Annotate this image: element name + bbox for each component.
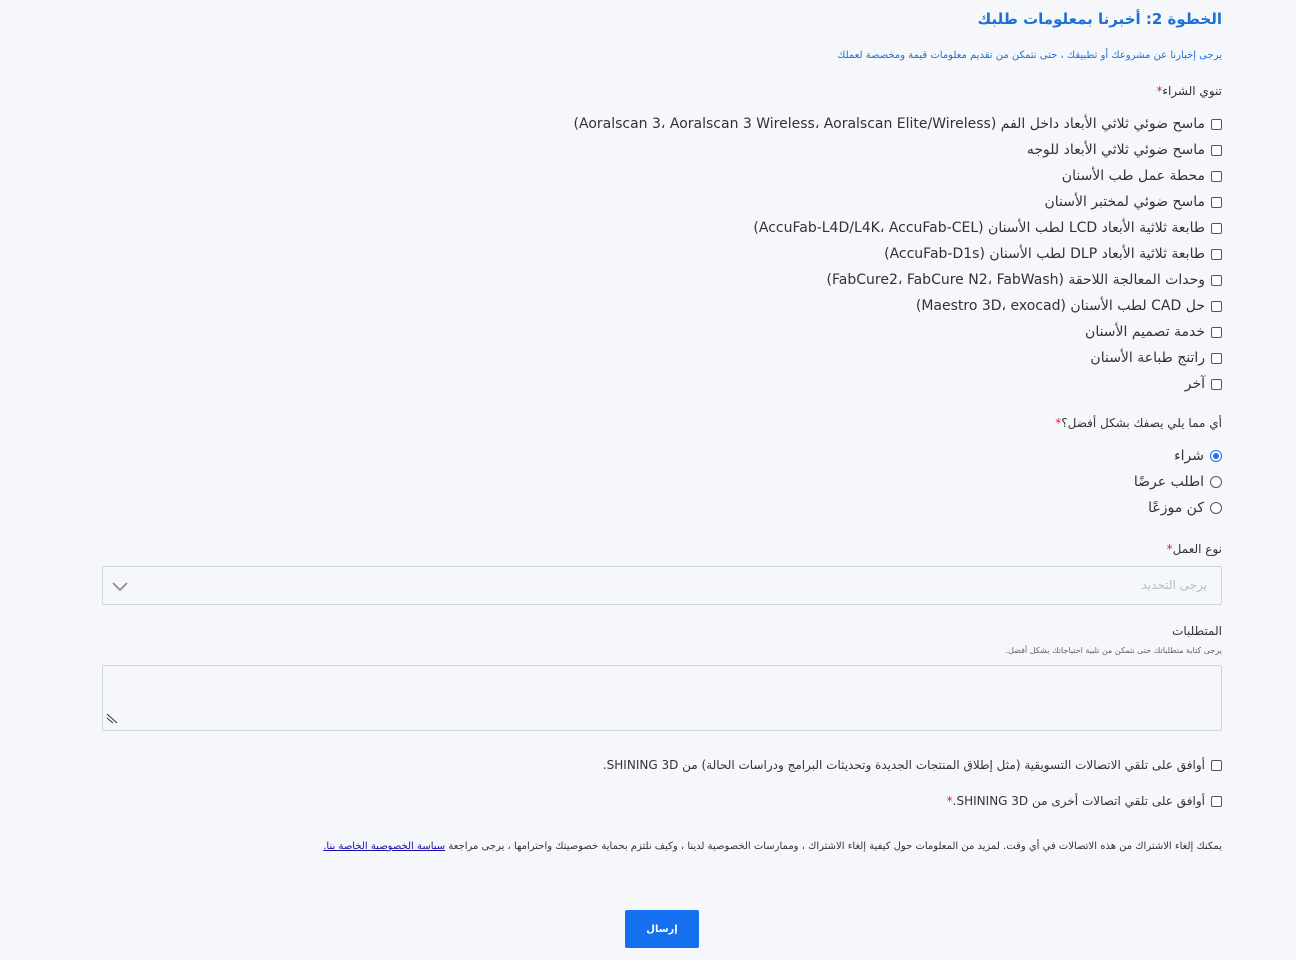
purchase-option-label: خدمة تصميم الأسنان	[1085, 324, 1205, 340]
purchase-option[interactable]	[1044, 193, 1222, 211]
checkbox[interactable]	[1211, 197, 1222, 208]
purchase-option-label: حل CAD لطب الأسنان (Maestro 3D، exocad)	[915, 298, 1205, 314]
consent-other-label: أوافق على تلقي اتصالات أخرى من SHINING 3D.	[952, 794, 1205, 808]
purchase-option[interactable]	[574, 115, 1222, 133]
describes-you-label-text: أي مما يلي يصفك بشكل أفضل؟	[1061, 416, 1222, 430]
consent-marketing-label: أوافق على تلقي الاتصالات التسويقية (مثل إطلاق المنتجات الجديدة وتحديثات البرامج ودراسات الحالة) من SHINING 3D.	[602, 758, 1205, 772]
work-type-select[interactable]	[102, 566, 1222, 605]
step-title: الخطوة 2: أخبرنا بمعلومات طلبك	[977, 10, 1222, 28]
radio-button[interactable]	[1210, 476, 1222, 488]
checkbox[interactable]	[1211, 171, 1222, 182]
privacy-policy-link[interactable]: سياسة الخصوصية الخاصة بنا.	[323, 841, 446, 852]
describes-option-label: كن موزعًا	[1148, 500, 1204, 516]
checkbox[interactable]	[1211, 327, 1222, 338]
purchase-option[interactable]	[1027, 141, 1222, 159]
purchase-option-label: ماسح ضوئي لمختبر الأسنان	[1044, 194, 1205, 210]
checkbox[interactable]	[1211, 796, 1222, 807]
purchase-option[interactable]	[884, 245, 1222, 263]
checkbox[interactable]	[1211, 249, 1222, 260]
resize-handle-icon[interactable]	[105, 709, 119, 728]
radio-button[interactable]	[1210, 502, 1222, 514]
describes-option-buy[interactable]	[1174, 447, 1222, 465]
describes-option-distributor[interactable]	[1148, 499, 1222, 517]
purchase-intent-label	[1156, 84, 1222, 98]
required-mark: *	[1055, 416, 1062, 430]
privacy-notice	[323, 841, 1222, 852]
purchase-option-label: ماسح ضوئي ثلاثي الأبعاد داخل الفم (Aoralscan 3، Aoralscan 3 Wireless، Aoralscan Elite/Wireless)	[573, 116, 1205, 132]
step-subtitle: يرجى إخبارنا عن مشروعك أو تطبيقك ، حتى نتمكن من تقديم معلومات قيمة ومخصصة لعملك	[837, 50, 1222, 61]
describes-option-label: اطلب عرضًا	[1133, 474, 1204, 490]
work-type-label	[1167, 542, 1222, 556]
radio-button-selected[interactable]	[1210, 450, 1222, 462]
describes-option-label: شراء	[1174, 448, 1204, 464]
checkbox[interactable]	[1211, 760, 1222, 771]
purchase-option[interactable]	[753, 219, 1222, 237]
requirements-label: المتطلبات	[1172, 624, 1222, 638]
consent-marketing[interactable]	[603, 756, 1222, 774]
purchase-option-label: راتنج طباعة الأسنان	[1090, 350, 1205, 366]
purchase-option-label: ماسح ضوئي ثلاثي الأبعاد للوجه	[1026, 142, 1205, 158]
required-mark: *	[946, 794, 953, 808]
purchase-option-label: آخر	[1184, 376, 1205, 392]
purchase-option-label: محطة عمل طب الأسنان	[1061, 168, 1205, 184]
checkbox[interactable]	[1211, 275, 1222, 286]
checkbox[interactable]	[1211, 223, 1222, 234]
checkbox[interactable]	[1211, 145, 1222, 156]
work-type-placeholder: يرجى التحديد	[1141, 578, 1207, 592]
work-type-label-text: نوع العمل	[1172, 542, 1222, 556]
checkbox[interactable]	[1211, 301, 1222, 312]
checkbox[interactable]	[1211, 353, 1222, 364]
purchase-option-label: طابعة ثلاثية الأبعاد DLP لطب الأسنان (AccuFab-D1s)	[884, 246, 1205, 262]
purchase-option[interactable]	[916, 297, 1222, 315]
purchase-option[interactable]	[1062, 167, 1222, 185]
privacy-notice-text: يمكنك إلغاء الاشتراك من هذه الاتصالات في أي وقت. لمزيد من المعلومات حول كيفية إلغاء الاشتراك ، وممارسات الخصوصية لدينا ، وكيف نلتزم بحماية خصوصيتك واحترامها ، يرجى مراجعة	[448, 841, 1222, 852]
required-mark: *	[1166, 542, 1173, 556]
submit-button[interactable]: إرسال	[625, 910, 699, 948]
purchase-option-label: وحدات المعالجة اللاحقة (FabCure2، FabCure N2، FabWash)	[826, 272, 1205, 288]
purchase-option[interactable]	[827, 271, 1222, 289]
requirements-textarea[interactable]	[102, 665, 1222, 731]
purchase-option-label: طابعة ثلاثية الأبعاد LCD لطب الأسنان (AccuFab-L4D/L4K، AccuFab-CEL)	[753, 220, 1205, 236]
checkbox[interactable]	[1211, 119, 1222, 130]
describes-option-quote[interactable]	[1134, 473, 1222, 491]
purchase-option[interactable]	[1090, 349, 1222, 367]
chevron-down-icon[interactable]	[111, 577, 129, 599]
consent-other[interactable]	[947, 792, 1222, 810]
purchase-option[interactable]	[1185, 375, 1222, 393]
purchase-intent-label-text: تنوي الشراء	[1162, 84, 1222, 98]
describes-you-label	[1055, 416, 1222, 430]
checkbox[interactable]	[1211, 379, 1222, 390]
required-mark: *	[1156, 84, 1163, 98]
requirements-hint: يرجى كتابة متطلباتك حتى نتمكن من تلبية احتياجاتك بشكل أفضل.	[1005, 646, 1222, 655]
purchase-option[interactable]	[1085, 323, 1222, 341]
